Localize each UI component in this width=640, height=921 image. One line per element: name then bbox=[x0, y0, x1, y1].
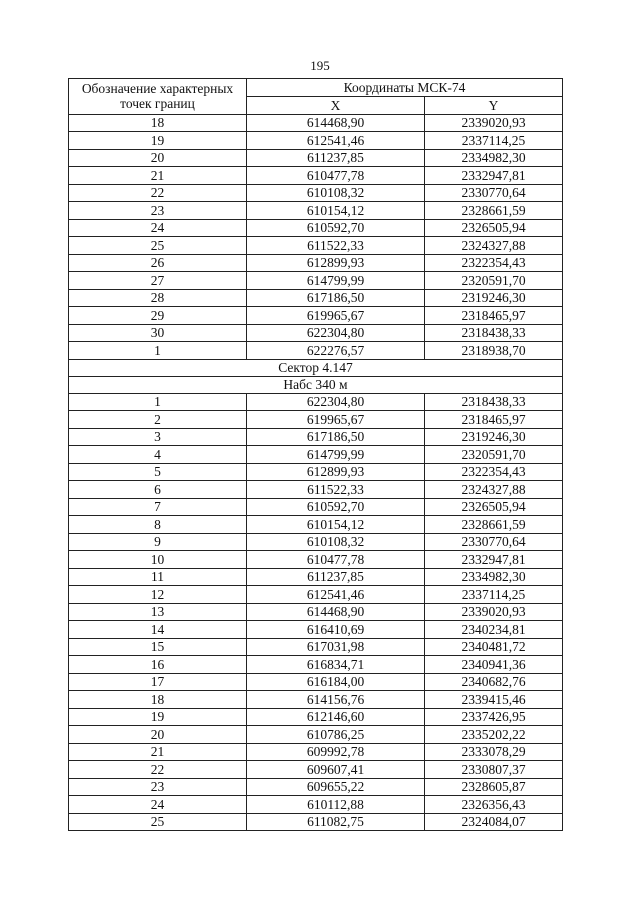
cell-y: 2328605,87 bbox=[425, 778, 563, 796]
cell-point: 10 bbox=[69, 551, 247, 569]
cell-x: 617186,50 bbox=[247, 289, 425, 307]
cell-point: 21 bbox=[69, 743, 247, 761]
table-row bbox=[69, 446, 563, 464]
cell-point: 26 bbox=[69, 254, 247, 272]
table-row bbox=[69, 656, 563, 674]
coordinates-table bbox=[68, 78, 563, 831]
table-row bbox=[69, 289, 563, 307]
cell-y: 2334982,30 bbox=[425, 149, 563, 167]
cell-x: 612899,93 bbox=[247, 254, 425, 272]
table-row bbox=[69, 533, 563, 551]
cell-x: 609655,22 bbox=[247, 778, 425, 796]
cell-x: 610477,78 bbox=[247, 167, 425, 185]
cell-y: 2324327,88 bbox=[425, 237, 563, 255]
cell-point: 23 bbox=[69, 778, 247, 796]
cell-y: 2320591,70 bbox=[425, 272, 563, 290]
table-header bbox=[69, 79, 563, 115]
sector-row bbox=[69, 359, 563, 376]
table-row bbox=[69, 743, 563, 761]
header-coordinates-group: Координаты МСК-74 bbox=[247, 79, 563, 97]
cell-x: 611237,85 bbox=[247, 149, 425, 167]
cell-point: 8 bbox=[69, 516, 247, 534]
table-row bbox=[69, 726, 563, 744]
cell-y: 2330770,64 bbox=[425, 184, 563, 202]
table-row bbox=[69, 307, 563, 325]
cell-y: 2339415,46 bbox=[425, 691, 563, 709]
table-row bbox=[69, 621, 563, 639]
cell-y: 2319246,30 bbox=[425, 289, 563, 307]
table-row bbox=[69, 498, 563, 516]
cell-y: 2328661,59 bbox=[425, 202, 563, 220]
cell-point: 30 bbox=[69, 324, 247, 342]
cell-x: 609607,41 bbox=[247, 761, 425, 779]
cell-y: 2330770,64 bbox=[425, 533, 563, 551]
cell-y: 2322354,43 bbox=[425, 463, 563, 481]
cell-x: 614156,76 bbox=[247, 691, 425, 709]
cell-point: 18 bbox=[69, 691, 247, 709]
table-row bbox=[69, 411, 563, 429]
cell-x: 622276,57 bbox=[247, 342, 425, 360]
cell-x: 611522,33 bbox=[247, 237, 425, 255]
cell-point: 25 bbox=[69, 237, 247, 255]
table-row bbox=[69, 132, 563, 150]
cell-x: 610592,70 bbox=[247, 498, 425, 516]
cell-point: 19 bbox=[69, 132, 247, 150]
cell-point: 21 bbox=[69, 167, 247, 185]
cell-point: 19 bbox=[69, 708, 247, 726]
cell-point: 4 bbox=[69, 446, 247, 464]
cell-x: 612541,46 bbox=[247, 132, 425, 150]
cell-point: 17 bbox=[69, 673, 247, 691]
cell-x: 611522,33 bbox=[247, 481, 425, 499]
cell-x: 617186,50 bbox=[247, 428, 425, 446]
cell-point: 16 bbox=[69, 656, 247, 674]
table-row bbox=[69, 761, 563, 779]
section-header bbox=[69, 359, 563, 393]
cell-y: 2340234,81 bbox=[425, 621, 563, 639]
cell-x: 610108,32 bbox=[247, 184, 425, 202]
cell-x: 614799,99 bbox=[247, 272, 425, 290]
table-row bbox=[69, 342, 563, 360]
cell-x: 610154,12 bbox=[247, 516, 425, 534]
height-row bbox=[69, 376, 563, 393]
cell-point: 2 bbox=[69, 411, 247, 429]
cell-point: 22 bbox=[69, 184, 247, 202]
table-row bbox=[69, 673, 563, 691]
header-x: X bbox=[247, 97, 425, 115]
table-row bbox=[69, 638, 563, 656]
cell-y: 2333078,29 bbox=[425, 743, 563, 761]
cell-x: 610592,70 bbox=[247, 219, 425, 237]
cell-point: 1 bbox=[69, 393, 247, 411]
table-row bbox=[69, 691, 563, 709]
cell-point: 15 bbox=[69, 638, 247, 656]
cell-y: 2337114,25 bbox=[425, 586, 563, 604]
table-row bbox=[69, 219, 563, 237]
cell-y: 2340682,76 bbox=[425, 673, 563, 691]
table-row bbox=[69, 272, 563, 290]
cell-point: 25 bbox=[69, 813, 247, 831]
cell-x: 610786,25 bbox=[247, 726, 425, 744]
cell-x: 616184,00 bbox=[247, 673, 425, 691]
cell-point: 5 bbox=[69, 463, 247, 481]
height-label: Набс 340 м bbox=[69, 376, 563, 393]
table-body-b bbox=[69, 393, 563, 831]
cell-point: 12 bbox=[69, 586, 247, 604]
cell-y: 2326505,94 bbox=[425, 219, 563, 237]
table-row bbox=[69, 778, 563, 796]
cell-point: 29 bbox=[69, 307, 247, 325]
cell-point: 20 bbox=[69, 726, 247, 744]
cell-point: 23 bbox=[69, 202, 247, 220]
cell-y: 2319246,30 bbox=[425, 428, 563, 446]
cell-y: 2318438,33 bbox=[425, 324, 563, 342]
cell-y: 2324084,07 bbox=[425, 813, 563, 831]
cell-x: 617031,98 bbox=[247, 638, 425, 656]
cell-point: 9 bbox=[69, 533, 247, 551]
cell-x: 614799,99 bbox=[247, 446, 425, 464]
table-row bbox=[69, 708, 563, 726]
cell-y: 2335202,22 bbox=[425, 726, 563, 744]
table-row bbox=[69, 184, 563, 202]
cell-y: 2339020,93 bbox=[425, 114, 563, 132]
table-row bbox=[69, 324, 563, 342]
cell-point: 24 bbox=[69, 219, 247, 237]
cell-y: 2339020,93 bbox=[425, 603, 563, 621]
cell-y: 2332947,81 bbox=[425, 167, 563, 185]
table-row bbox=[69, 202, 563, 220]
cell-y: 2330807,37 bbox=[425, 761, 563, 779]
table-row bbox=[69, 393, 563, 411]
cell-y: 2318938,70 bbox=[425, 342, 563, 360]
cell-point: 13 bbox=[69, 603, 247, 621]
table-row bbox=[69, 586, 563, 604]
cell-x: 614468,90 bbox=[247, 114, 425, 132]
cell-x: 619965,67 bbox=[247, 307, 425, 325]
cell-x: 610108,32 bbox=[247, 533, 425, 551]
table-row bbox=[69, 603, 563, 621]
cell-x: 616834,71 bbox=[247, 656, 425, 674]
cell-point: 28 bbox=[69, 289, 247, 307]
cell-point: 14 bbox=[69, 621, 247, 639]
cell-point: 24 bbox=[69, 796, 247, 814]
cell-point: 20 bbox=[69, 149, 247, 167]
cell-x: 609992,78 bbox=[247, 743, 425, 761]
header-point-designation: Обозначение характерных точек границ bbox=[69, 79, 247, 115]
cell-y: 2318465,97 bbox=[425, 411, 563, 429]
cell-x: 610154,12 bbox=[247, 202, 425, 220]
cell-x: 622304,80 bbox=[247, 324, 425, 342]
cell-x: 611082,75 bbox=[247, 813, 425, 831]
cell-x: 622304,80 bbox=[247, 393, 425, 411]
table-row bbox=[69, 149, 563, 167]
table-row bbox=[69, 568, 563, 586]
cell-x: 612146,60 bbox=[247, 708, 425, 726]
cell-y: 2340481,72 bbox=[425, 638, 563, 656]
table-row bbox=[69, 551, 563, 569]
header-y: Y bbox=[425, 97, 563, 115]
table-row bbox=[69, 167, 563, 185]
cell-x: 611237,85 bbox=[247, 568, 425, 586]
table-body-a bbox=[69, 114, 563, 359]
table-row bbox=[69, 796, 563, 814]
cell-y: 2332947,81 bbox=[425, 551, 563, 569]
table-row bbox=[69, 237, 563, 255]
cell-point: 7 bbox=[69, 498, 247, 516]
table-row bbox=[69, 463, 563, 481]
cell-x: 612541,46 bbox=[247, 586, 425, 604]
cell-x: 612899,93 bbox=[247, 463, 425, 481]
cell-x: 614468,90 bbox=[247, 603, 425, 621]
cell-point: 22 bbox=[69, 761, 247, 779]
cell-point: 11 bbox=[69, 568, 247, 586]
cell-y: 2340941,36 bbox=[425, 656, 563, 674]
cell-point: 18 bbox=[69, 114, 247, 132]
cell-x: 619965,67 bbox=[247, 411, 425, 429]
cell-y: 2318438,33 bbox=[425, 393, 563, 411]
table-row bbox=[69, 114, 563, 132]
cell-x: 610477,78 bbox=[247, 551, 425, 569]
cell-y: 2337426,95 bbox=[425, 708, 563, 726]
cell-x: 616410,69 bbox=[247, 621, 425, 639]
cell-y: 2334982,30 bbox=[425, 568, 563, 586]
cell-y: 2328661,59 bbox=[425, 516, 563, 534]
table-row bbox=[69, 516, 563, 534]
table-row bbox=[69, 254, 563, 272]
table-row bbox=[69, 813, 563, 831]
cell-point: 3 bbox=[69, 428, 247, 446]
cell-point: 27 bbox=[69, 272, 247, 290]
cell-x: 610112,88 bbox=[247, 796, 425, 814]
cell-y: 2322354,43 bbox=[425, 254, 563, 272]
header-row-1 bbox=[69, 79, 563, 97]
cell-y: 2326356,43 bbox=[425, 796, 563, 814]
table-row bbox=[69, 481, 563, 499]
cell-y: 2320591,70 bbox=[425, 446, 563, 464]
cell-y: 2337114,25 bbox=[425, 132, 563, 150]
cell-y: 2326505,94 bbox=[425, 498, 563, 516]
cell-y: 2318465,97 bbox=[425, 307, 563, 325]
sector-label: Сектор 4.147 bbox=[69, 359, 563, 376]
table-row bbox=[69, 428, 563, 446]
cell-point: 1 bbox=[69, 342, 247, 360]
cell-y: 2324327,88 bbox=[425, 481, 563, 499]
page-number: 195 bbox=[310, 58, 330, 73]
cell-point: 6 bbox=[69, 481, 247, 499]
